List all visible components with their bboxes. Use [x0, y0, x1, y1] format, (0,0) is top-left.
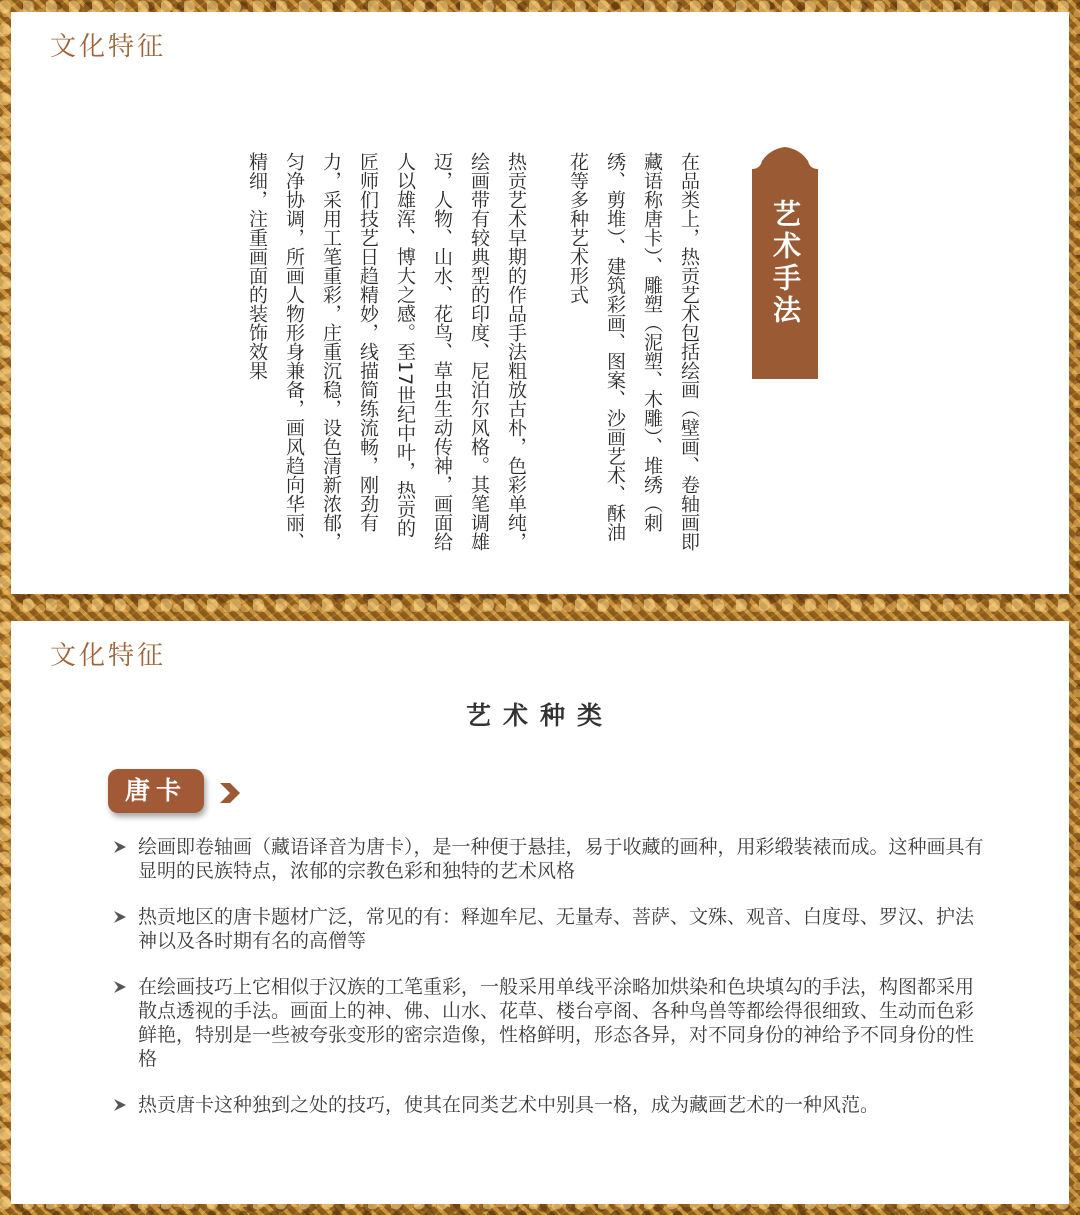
arrow-bullet-icon — [113, 1098, 127, 1112]
slide-art-techniques — [11, 12, 1069, 594]
arrow-bullet-icon — [113, 910, 127, 924]
section-label: 文化特征 — [50, 641, 167, 671]
list-item — [111, 905, 991, 953]
slide-art-types — [11, 621, 1069, 1204]
list-item — [111, 1093, 991, 1117]
bullet-text: 在绘画技巧上它相似于汉族的工笔重彩，一般采用单线平涂略加烘染和色块填勾的手法，构图都采用散点透视的手法。画面上的神、佛、山水、花草、楼台亭阁、各种鸟兽等都绘得很细致、生动而色彩鲜艳，特别是一些被夸张变形的密宗造像，性格鲜明，形态各异，对不同身份的神给予不同身份的性格 — [138, 976, 975, 1070]
bullet-text: 绘画即卷轴画（藏语译音为唐卡），是一种便于悬挂，易于收藏的画种，用彩缎装裱而成。这种画具有显明的民族特点，浓郁的宗教色彩和独特的艺术风格 — [138, 836, 984, 882]
chevron-right-icon — [216, 781, 242, 805]
vertical-body-text — [213, 152, 707, 552]
paragraph-categories: 在品类上，热贡艺术包括绘画（壁画、卷轴画即藏语称唐卡）、雕塑（泥塑、木雕）、堆绣（刺绣、剪堆）、建筑彩画、图案、沙画艺术、酥油花等多种艺术形式 — [567, 152, 700, 551]
list-item — [111, 835, 991, 883]
bullet-text: 热贡唐卡这种独到之处的技巧，使其在同类艺术中别具一格，成为藏画艺术的一种风范。 — [138, 1094, 880, 1116]
vertical-banner — [752, 147, 818, 379]
tangka-tag: 唐卡 — [108, 769, 204, 813]
arrow-bullet-icon — [113, 840, 127, 854]
section-label: 文化特征 — [50, 32, 167, 62]
banner-label: 艺术手法 — [769, 199, 802, 327]
paragraph-style-history: 热贡艺术早期的作品手法粗放古朴，色彩单纯，绘画带有较典型的印度、尼泊尔风格。其笔调雄迈，人物、山水、花鸟、草虫生动传神，画面给人以雄浑、博大之感。至17世纪中叶，热贡的匠师们技艺日趋精妙，线描简练流畅，刚劲有力，采用工笔重彩，庄重沉稳，设色清新浓郁，匀净协调，所画人物形身兼备，画风趋向华丽、精细，注重画面的装饰效果 — [246, 152, 527, 551]
list-item — [111, 975, 991, 1071]
bullet-list — [111, 835, 991, 1139]
page-title: 艺术种类 — [465, 701, 614, 730]
arrow-bullet-icon — [113, 980, 127, 994]
bullet-text: 热贡地区的唐卡题材广泛，常见的有：释迦牟尼、无量寿、菩萨、文殊、观音、白度母、罗汉、护法神以及各时期有名的高僧等 — [138, 906, 975, 952]
